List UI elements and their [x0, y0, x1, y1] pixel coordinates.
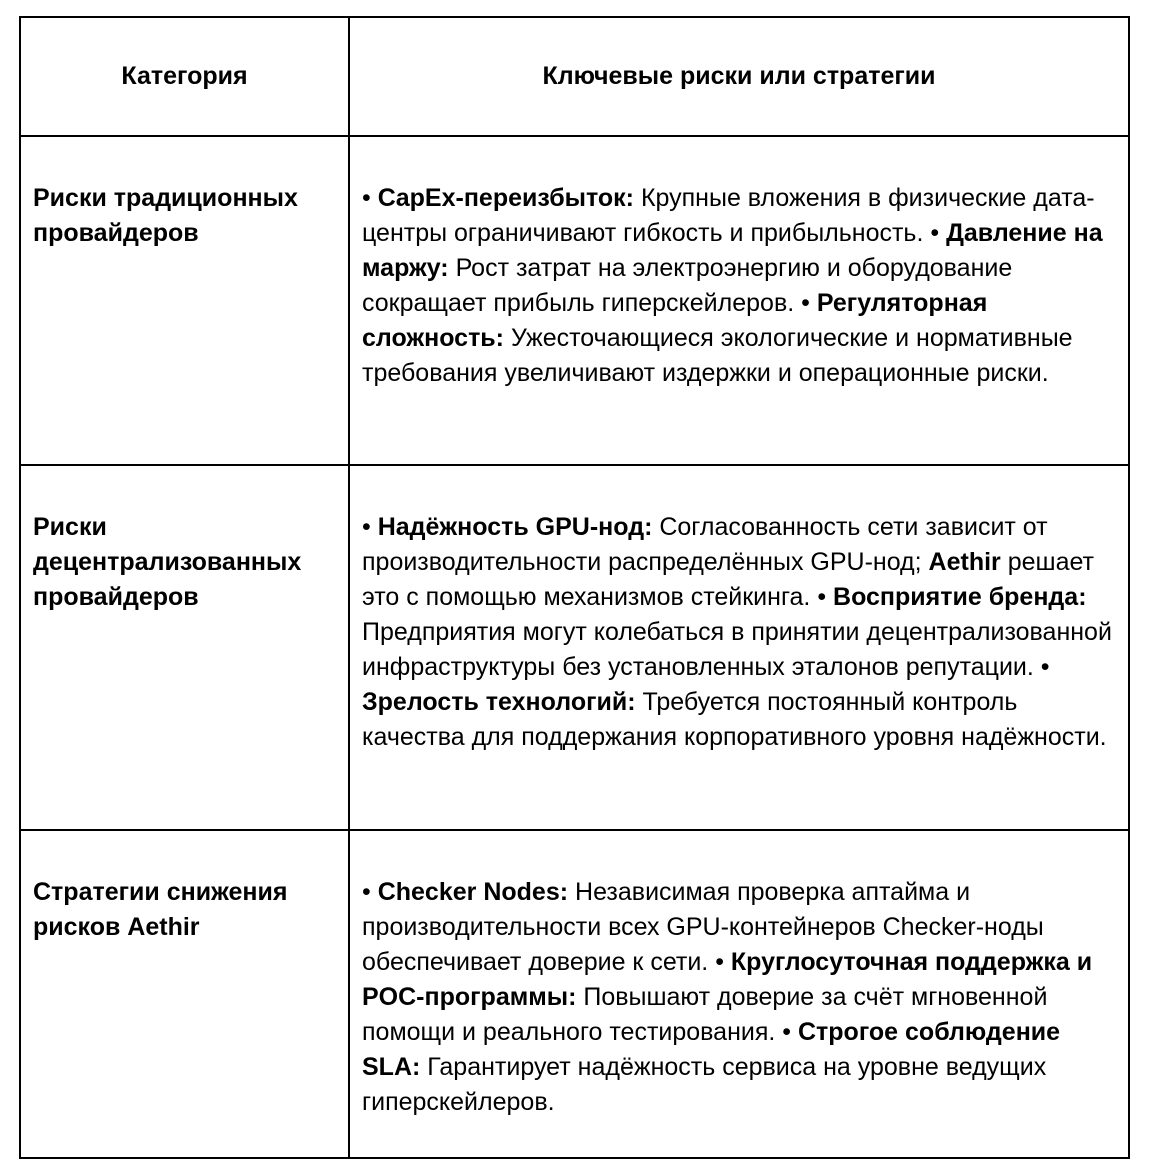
- item-title: Надёжность GPU-нод:: [377, 513, 653, 541]
- item-title: Зрелость технологий:: [362, 688, 636, 716]
- bullet: •: [1040, 653, 1050, 681]
- item-title: Регуляторная сложность:: [362, 289, 988, 352]
- bullet: •: [362, 878, 378, 906]
- row-category-aethir-strategies: [21, 831, 350, 1157]
- item-text: Согласованность сети зависит от производительности распределённых GPU-нод;: [362, 513, 1048, 576]
- bullet: •: [801, 289, 817, 317]
- item-title-aethir: Aethir: [928, 548, 1001, 576]
- bullet: •: [817, 583, 834, 611]
- header-details: [350, 18, 1128, 137]
- item-title: CapEx-переизбыток:: [377, 184, 635, 212]
- item-text: Рост затрат на электроэнергию и оборудование сокращает прибыль гиперскейлеров.: [362, 254, 1013, 317]
- row-category-traditional: [21, 137, 350, 466]
- row-details-decentralized: [350, 466, 1128, 831]
- item-text: Ужесточающиеся экологические и нормативные требования увеличивают издержки и операционные риски.: [362, 324, 1073, 387]
- category-label: Риски децентрализованных провайдеров: [33, 513, 302, 611]
- item-text: Независимая проверка аптайма и производительности всех GPU-контейнеров Checker-ноды обеспечивает доверие к сети.: [362, 878, 1044, 976]
- item-title: Давление на маржу:: [362, 219, 1103, 282]
- item-text: Гарантирует надёжность сервиса на уровне ведущих гиперскейлеров.: [362, 1053, 1047, 1116]
- row-category-decentralized: [21, 466, 350, 831]
- bullet: •: [362, 513, 378, 541]
- risk-table: [19, 16, 1130, 1159]
- item-title: Checker Nodes:: [377, 878, 569, 906]
- item-text: решает это с помощью механизмов стейкинга.: [362, 548, 1095, 611]
- category-label: Стратегии снижения рисков Aethir: [33, 878, 288, 941]
- item-title: Строгое соблюдение SLA:: [362, 1018, 1061, 1081]
- item-title: Восприятие бренда:: [833, 583, 1087, 611]
- item-text: Предприятия могут колебаться в принятии децентрализованной инфраструктуры без установленных эталонов репутации.: [362, 618, 1112, 681]
- bullet: •: [715, 948, 731, 976]
- header-category: [21, 18, 350, 137]
- header-details-label: Ключевые риски или стратегии: [542, 62, 936, 90]
- bullet: •: [930, 219, 947, 247]
- item-text: Требуется постоянный контроль качества для поддержания корпоративного уровня надёжности.: [362, 688, 1107, 751]
- row-details-traditional: [350, 137, 1128, 466]
- item-title: Круглосуточная поддержка и POC-программы:: [362, 948, 1093, 1011]
- bullet: •: [782, 1018, 798, 1046]
- category-label: Риски традиционных провайдеров: [33, 184, 298, 247]
- header-category-label: Категория: [121, 62, 248, 90]
- row-details-aethir-strategies: [350, 831, 1128, 1157]
- bullet: •: [362, 184, 378, 212]
- item-text: Крупные вложения в физические дата-центры ограничивают гибкость и прибыльность.: [362, 184, 1095, 247]
- item-text: Повышают доверие за счёт мгновенной помощи и реального тестирования.: [362, 983, 1048, 1046]
